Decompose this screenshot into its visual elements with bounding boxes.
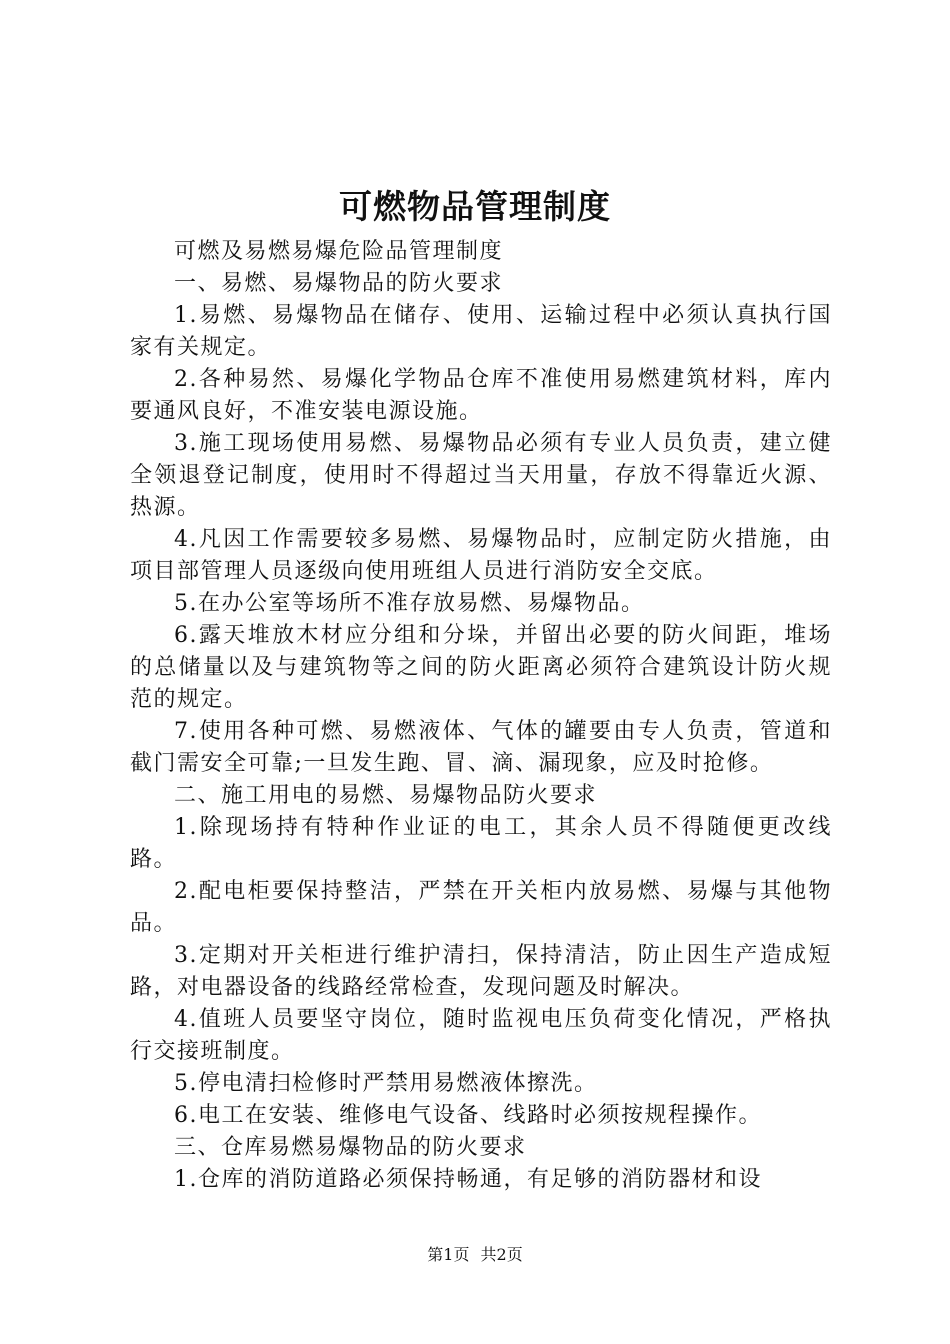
paragraph: 3.施工现场使用易燃、易爆物品必须有专业人员负责，建立健全领退登记制度，使用时不得超过当天用量，存放不得靠近火源、热源。 bbox=[130, 431, 832, 520]
paragraph: 4.凡因工作需要较多易燃、易爆物品时，应制定防火措施，由项目部管理人员逐级向使用班组人员进行消防安全交底。 bbox=[130, 527, 832, 584]
section-heading: 二、施工用电的易燃、易爆物品防火要求 bbox=[174, 783, 598, 808]
page-number: 第1页 bbox=[427, 1245, 470, 1264]
document-title: 可燃物品管理制度 bbox=[339, 187, 611, 226]
paragraph: 2.各种易然、易爆化学物品仓库不准使用易燃建筑材料，库内要通风良好，不准安装电源设施。 bbox=[130, 367, 832, 424]
paragraph: 2.配电柜要保持整洁，严禁在开关柜内放易燃、易爆与其他物品。 bbox=[130, 879, 832, 936]
page-total: 共2页 bbox=[480, 1245, 523, 1264]
paragraph: 5.在办公室等场所不准存放易燃、易爆物品。 bbox=[174, 591, 645, 616]
paragraph: 6.露天堆放木材应分组和分垛，并留出必要的防火间距，堆场的总储量以及与建筑物等之间的防火距离必须符合建筑设计防火规范的规定。 bbox=[130, 623, 832, 712]
paragraph: 3.定期对开关柜进行维护清扫，保持清洁，防止因生产造成短路，对电器设备的线路经常检查，发现问题及时解决。 bbox=[130, 943, 832, 1000]
section-heading: 一、易燃、易爆物品的防火要求 bbox=[174, 271, 504, 296]
paragraph: 6.电工在安装、维修电气设备、线路时必须按规程操作。 bbox=[174, 1103, 762, 1128]
paragraph: 可燃及易燃易爆危险品管理制度 bbox=[174, 239, 504, 264]
paragraph: 4.值班人员要坚守岗位，随时监视电压负荷变化情况，严格执行交接班制度。 bbox=[130, 1007, 832, 1064]
paragraph: 7.使用各种可燃、易燃液体、气体的罐要由专人负责，管道和截门需安全可靠;一旦发生跑、冒、滴、漏现象，应及时抢修。 bbox=[130, 719, 832, 776]
paragraph: 1.易燃、易爆物品在储存、使用、运输过程中必须认真执行国家有关规定。 bbox=[130, 303, 832, 360]
page-footer bbox=[0, 1244, 950, 1266]
document-body bbox=[130, 236, 832, 1196]
paragraph: 1.除现场持有特种作业证的电工，其余人员不得随便更改线路。 bbox=[130, 815, 832, 872]
section-heading: 三、仓库易燃易爆物品的防火要求 bbox=[174, 1135, 527, 1160]
paragraph: 5.停电清扫检修时严禁用易燃液体擦洗。 bbox=[174, 1071, 598, 1096]
paragraph: 1.仓库的消防道路必须保持畅通，有足够的消防器材和设 bbox=[174, 1167, 762, 1192]
